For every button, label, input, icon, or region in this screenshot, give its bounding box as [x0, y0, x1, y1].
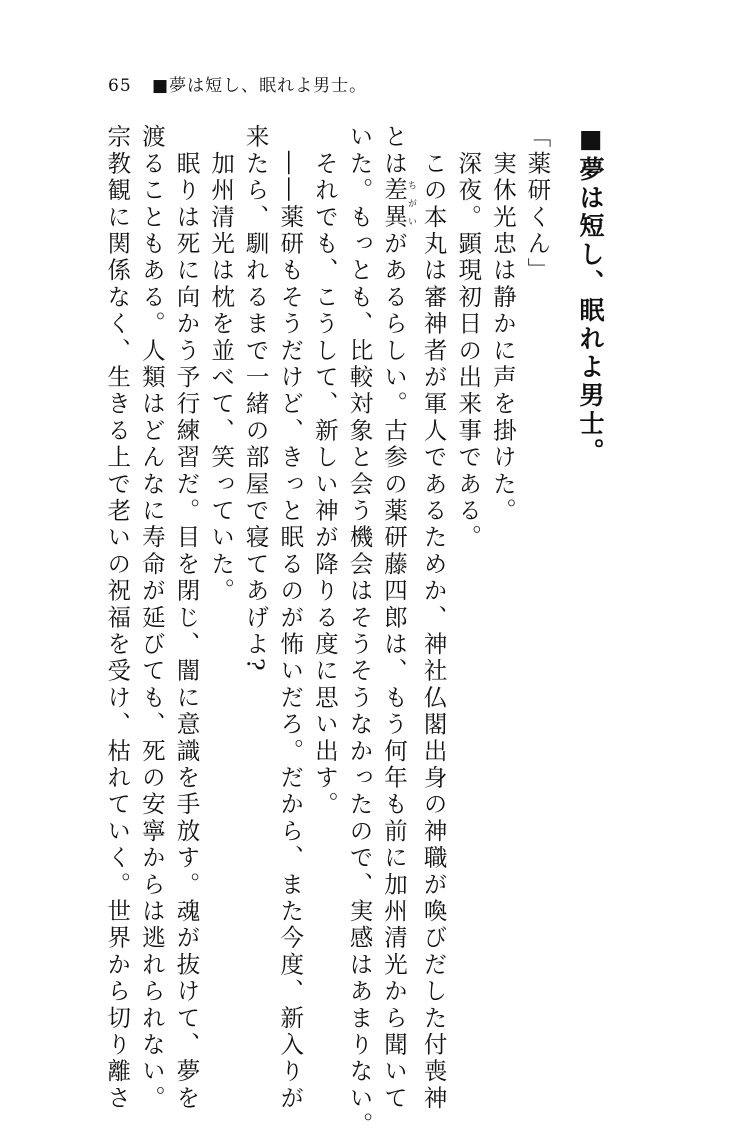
- text-line: 宗教観に関係なく、生きる上で老いの祝福を受け、枯れていく。世界から切り離さ: [103, 124, 132, 1112]
- text-line: いた。もっとも、比較対象と会う機会はそうそうなかったので、実感はあまりない。: [345, 124, 374, 1139]
- text-line: 渡ることもある。人類はどんなに寿命が延びても、死の安寧からは逃れられない。: [137, 124, 166, 1112]
- text-line: 実休光忠は静かに声を掛けた。: [488, 124, 517, 525]
- text-line: この本丸は審神者が軍人であるためか、神社仏閣出身の神職が喚びだした付喪神: [419, 124, 448, 1112]
- text-line: 深夜。顕現初日の出来事である。: [454, 124, 483, 552]
- ruby-annotation: 差異ちがい: [380, 177, 417, 231]
- vertical-body-text: [100, 124, 607, 1139]
- chapter-heading: ■夢は短し、眠れよ男士。: [576, 124, 605, 467]
- text-line-with-ruby: とは差異ちがいがあるらしい。古参の薬研藤四郎は、もう何年も前に加州清光から聞いて: [380, 124, 417, 1112]
- running-header: [108, 71, 367, 96]
- text-line: 加州清光は枕を並べて、笑っていた。: [207, 124, 236, 605]
- text-line: 「薬研くん」: [523, 124, 552, 285]
- text-line: 眠りは死に向かう予行練習だ。目を閉じ、闇に意識を手放す。魂が抜けて、夢を: [172, 124, 201, 1112]
- ruby-reading: ちがい: [406, 177, 417, 231]
- text-line: それでも、こうして、新しい神が降りる度に思い出す。: [310, 124, 339, 819]
- text-line: ――薬研もそうだけど、きっと眠るのが怖いだろ。だから、また今度、新入りが: [276, 124, 305, 1112]
- text-line: 来たら、馴れるまで一緒の部屋で寝てあげよ?: [241, 124, 270, 674]
- running-title: ■夢は短し、眠れよ男士。: [152, 76, 368, 96]
- page-number: 65: [108, 76, 132, 96]
